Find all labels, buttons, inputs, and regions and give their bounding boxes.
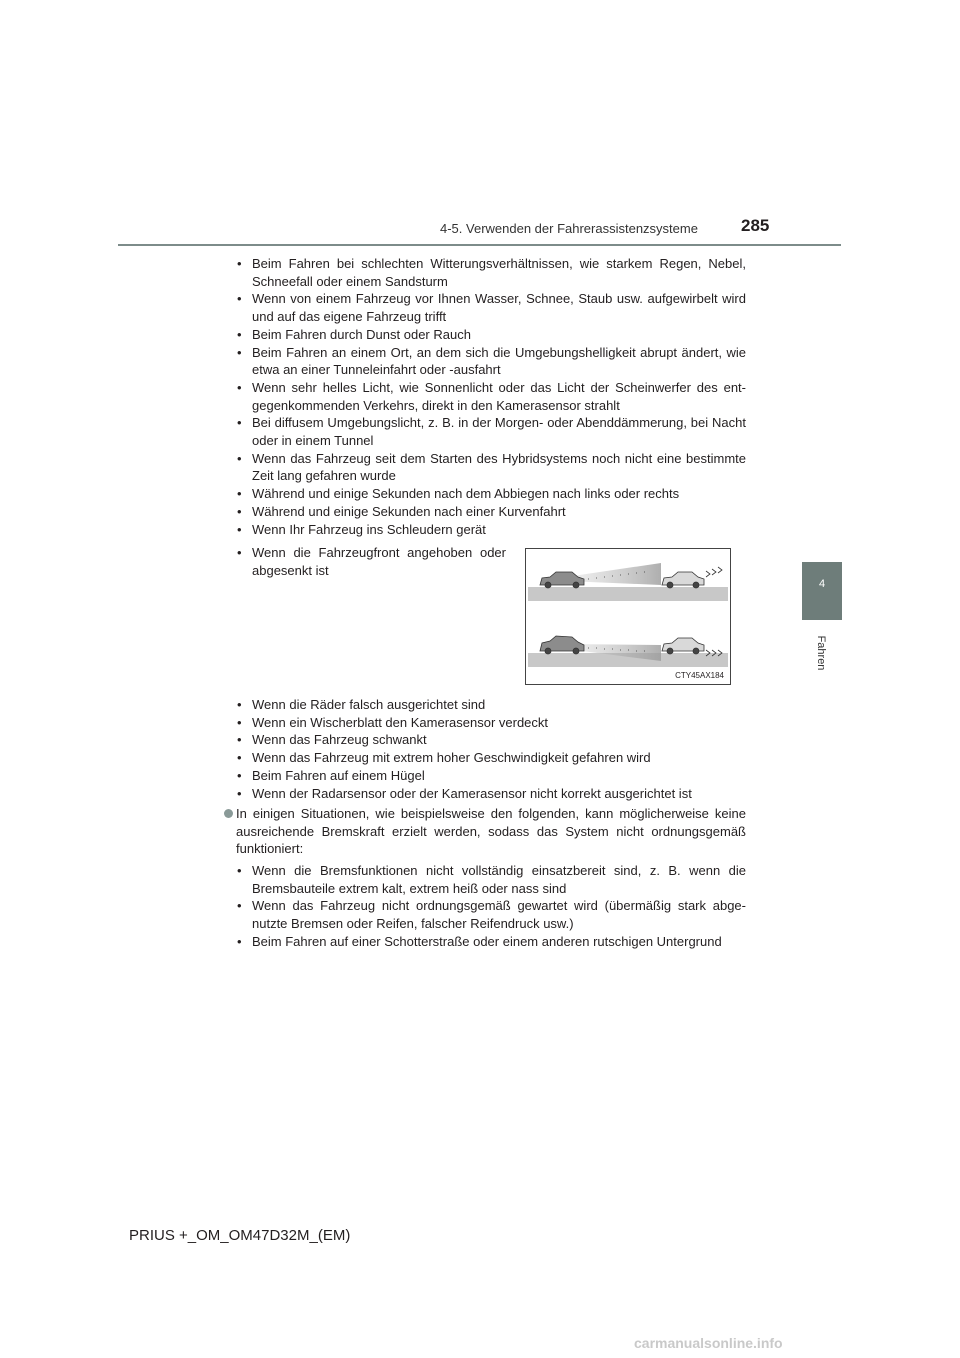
- list-item: • Wenn das Fahrzeug nicht ordnungsgemäß gewartet wird (übermäßig stark abge-nutzte Bremsen oder Reifen, falscher Reifendruck usw.): [236, 897, 746, 932]
- list-item: • Wenn von einem Fahrzeug vor Ihnen Wasser, Schnee, Staub usw. aufgewirbelt wird und auf das eigene Fahrzeug trifft: [236, 290, 746, 325]
- road-upper: [528, 587, 728, 601]
- header-section-title: 4-5. Verwenden der Fahrerassistenzsysteme: [440, 221, 698, 236]
- car-ahead-lower: [662, 638, 704, 654]
- list-item: • Wenn der Radarsensor oder der Kamerasensor nicht korrekt ausgerichtet ist: [236, 785, 746, 803]
- braking-paragraph-text: In einigen Situationen, wie beispielsweise den folgenden, kann möglicherweise keine ausreichende Bremskraft erzielt werden, sodass das System nicht ordnungsgemäß funktioniert:: [236, 806, 746, 857]
- list-item: • Während und einige Sekunden nach einer Kurvenfahrt: [236, 503, 746, 521]
- chapter-label: [811, 628, 831, 678]
- car-own-lower: [540, 636, 584, 654]
- bullet-list-more-conditions: [236, 696, 746, 802]
- list-item: • Während und einige Sekunden nach dem Abbiegen nach links oder rechts: [236, 485, 746, 503]
- circle-bullet-icon: [224, 809, 233, 818]
- list-item: • Bei diffusem Umgebungslicht, z. B. in der Morgen- oder Abenddämmerung, bei Nacht oder in einem Tunnel: [236, 414, 746, 449]
- bullet-list-braking: [236, 862, 746, 951]
- footer-model-code: PRIUS +_OM_OM47D32M_(EM): [129, 1227, 351, 1244]
- car-own-upper: [540, 572, 584, 588]
- figure-caption: CTY45AX184: [675, 671, 724, 680]
- bullet-list-front-raised: [236, 544, 506, 579]
- list-item: • Wenn die Räder falsch ausgerichtet sind: [236, 696, 746, 714]
- list-item: • Wenn sehr helles Licht, wie Sonnenlicht oder das Licht der Scheinwerfer des ent-gegenkommenden Verkehrs, direkt in den Kamerasensor strahlt: [236, 379, 746, 414]
- list-item: • Wenn das Fahrzeug mit extrem hoher Geschwindigkeit gefahren wird: [236, 749, 746, 767]
- list-item: • Wenn das Fahrzeug schwankt: [236, 731, 746, 749]
- header-rule: [118, 244, 841, 246]
- list-item: • Beim Fahren bei schlechten Witterungsverhältnissen, wie starkem Regen, Nebel, Schneefall oder einem Sandsturm: [236, 255, 746, 290]
- list-item: • Wenn die Bremsfunktionen nicht vollständig einsatzbereit sind, z. B. wenn die Bremsbauteile extrem kalt, extrem heiß oder nass sind: [236, 862, 746, 897]
- car-ahead-upper: [662, 572, 704, 588]
- car-sensor-diagram: [526, 549, 730, 684]
- list-item: • Beim Fahren durch Dunst oder Rauch: [236, 326, 746, 344]
- list-item: • Beim Fahren auf einer Schotterstraße oder einem anderen rutschigen Untergrund: [236, 933, 746, 951]
- list-item: • Wenn die Fahrzeugfront angehoben oder abgesenkt ist: [236, 544, 506, 579]
- page-number: 285: [741, 216, 770, 235]
- list-item: • Wenn Ihr Fahrzeug ins Schleudern gerät: [236, 521, 746, 539]
- chapter-tab-number: 4: [818, 578, 826, 590]
- chapter-tab[interactable]: [802, 562, 842, 620]
- list-item: • Wenn ein Wischerblatt den Kamerasensor verdeckt: [236, 714, 746, 732]
- braking-paragraph: [224, 805, 746, 858]
- watermark[interactable]: carmanualsonline.info: [634, 1335, 783, 1351]
- chapter-label-text: Fahren: [815, 635, 827, 671]
- illustration-vehicle-pitch: [525, 548, 731, 685]
- list-item: • Beim Fahren an einem Ort, an dem sich die Umgebungshelligkeit abrupt ändert, wie etwa an einer Tunneleinfahrt oder -ausfahrt: [236, 344, 746, 379]
- list-item: • Wenn das Fahrzeug seit dem Starten des Hybridsystems noch nicht eine bestimmte Zeit lang gefahren wurde: [236, 450, 746, 485]
- list-item: • Beim Fahren auf einem Hügel: [236, 767, 746, 785]
- bullet-list-conditions: [236, 255, 746, 538]
